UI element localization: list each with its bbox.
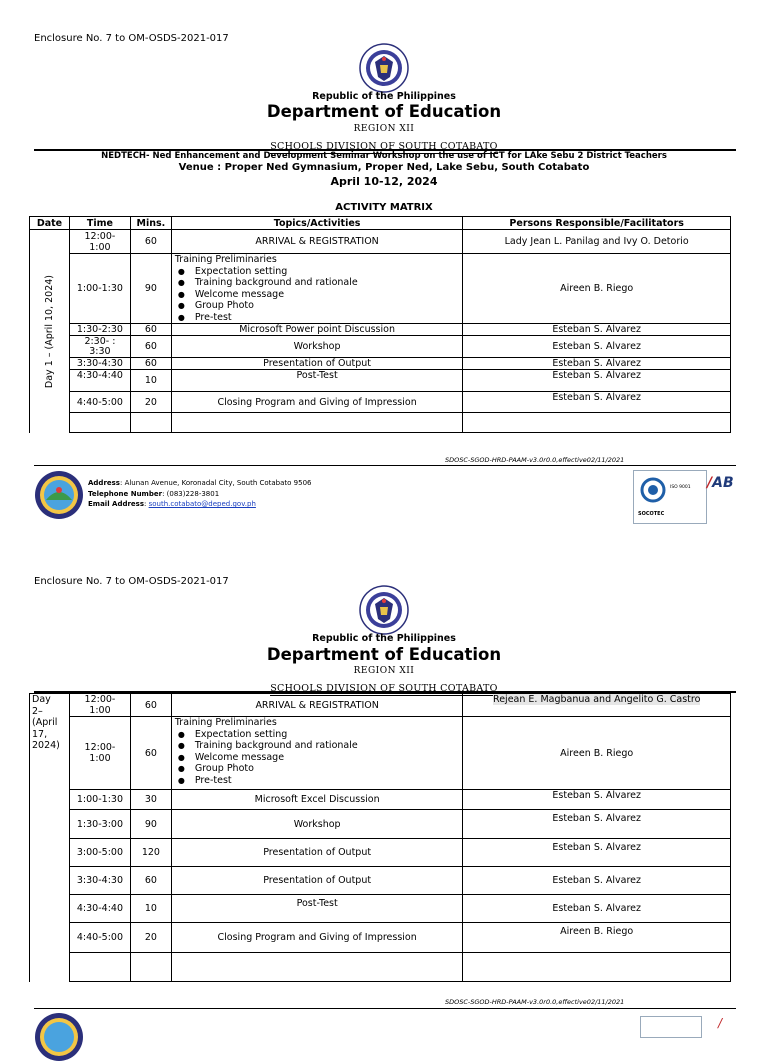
mins-cell: 60: [130, 230, 171, 254]
email-link[interactable]: south.cotabato@deped.gov.ph: [148, 500, 256, 508]
person-cell: Aireen B. Riego: [463, 717, 731, 790]
deped-seal-icon: [359, 43, 409, 93]
day-label: Day 2– (April 17, 2024): [30, 694, 70, 982]
table-row: [30, 358, 731, 370]
person-highlight: Rejean E. Magbanua and Angelito G. Castro: [493, 694, 701, 705]
person-cell: Esteban S. Alvarez: [463, 790, 731, 810]
event-title: NEDTECH- Ned Enhancement and Development Seminar Workshop on the use of ICT for LAke Sebu 2 District Teachers: [101, 151, 667, 161]
list-item: ● Group Photo: [175, 763, 460, 775]
topic-cell: Presentation of Output: [171, 839, 463, 867]
address-block: Address: Alunan Avenue, Koronadal City, South Cotabato 9506 Telephone Number: (083)228-3801 Email Address: south.cotabato@deped.gov.ph: [88, 479, 312, 508]
mins-cell: 60: [130, 336, 171, 358]
division-text: SCHOOLS DIVISION OF SOUTH COTABATO: [270, 683, 498, 694]
mins-cell: 30: [130, 790, 171, 810]
header-time: Time: [69, 217, 130, 230]
table-row: [30, 839, 731, 867]
table-row: [30, 717, 731, 790]
activity-table-day2: [29, 693, 731, 982]
table-row: [30, 230, 731, 254]
table-header-row: [30, 217, 731, 230]
time-cell: 4:30-4:40: [69, 895, 130, 923]
sdo-logo-icon: [34, 1012, 84, 1062]
region-text: REGION XII: [353, 124, 415, 134]
mins-cell: 60: [130, 717, 171, 790]
mins-cell: 60: [130, 694, 171, 717]
topic-cell: Microsoft Excel Discussion: [171, 790, 463, 810]
mins-cell: 90: [130, 254, 171, 324]
person-cell: Aireen B. Riego: [463, 254, 731, 324]
table-row: [30, 324, 731, 336]
time-cell: 3:00-5:00: [69, 839, 130, 867]
topic-cell: [171, 953, 463, 982]
list-item: ● Welcome message: [175, 752, 460, 764]
time-cell: [69, 413, 130, 433]
republic-text: Republic of the Philippines: [312, 91, 456, 102]
person-cell: Esteban S. Alvarez: [463, 370, 731, 392]
topic-cell: Microsoft Power point Discussion: [171, 324, 462, 336]
mins-cell: [130, 953, 171, 982]
phone-label: Telephone Number: [88, 489, 163, 498]
phone-value: : (083)228-3801: [162, 489, 220, 498]
mins-cell: 60: [130, 324, 171, 336]
table-row: [30, 923, 731, 953]
time-cell: 12:00- 1:00: [69, 717, 130, 790]
topic-cell: Workshop: [171, 336, 462, 358]
list-item: ● Pre-test: [175, 312, 459, 324]
topic-list: [175, 729, 460, 787]
time-cell: 12:00- 1:00: [69, 230, 130, 254]
topic-list: [175, 266, 459, 324]
event-dates: April 10-12, 2024: [330, 175, 438, 188]
table-row: [30, 336, 731, 358]
topic-cell: [171, 717, 463, 790]
time-cell: 4:30-4:40: [69, 370, 130, 392]
person-cell: Esteban S. Alvarez: [463, 810, 731, 839]
time-cell: 3:30-4:30: [69, 867, 130, 895]
table-row: [30, 413, 731, 433]
mins-cell: 10: [130, 370, 171, 392]
topic-cell: Workshop: [171, 810, 463, 839]
matrix-title: ACTIVITY MATRIX: [335, 202, 433, 213]
person-cell: Esteban S. Alvarez: [463, 392, 731, 413]
mins-cell: 90: [130, 810, 171, 839]
table-row: [30, 392, 731, 413]
iso-cert-badge: [633, 470, 707, 524]
activity-table-day1: [29, 216, 731, 433]
division-text: SCHOOLS DIVISION OF SOUTH COTABATO: [270, 141, 498, 152]
table-row: [30, 895, 731, 923]
table-row: [30, 810, 731, 839]
iso-text: ISO 9001: [670, 485, 691, 490]
list-item: ● Welcome message: [175, 289, 459, 301]
header-mins: Mins.: [130, 217, 171, 230]
mins-cell: 60: [130, 358, 171, 370]
table-row: [30, 867, 731, 895]
time-cell: 4:40-5:00: [69, 392, 130, 413]
deped-seal-icon: [359, 585, 409, 635]
footer-rule: [34, 465, 736, 466]
list-item: ● Expectation setting: [175, 266, 459, 278]
time-cell: 3:30-4:30: [69, 358, 130, 370]
person-cell: [463, 953, 731, 982]
topic-cell: Post-Test: [171, 895, 463, 923]
mins-cell: 20: [130, 392, 171, 413]
header-topics: Topics/Activities: [171, 217, 462, 230]
header-date: Date: [30, 217, 70, 230]
time-cell: 1:30-2:30: [69, 324, 130, 336]
republic-text: Republic of the Philippines: [312, 633, 456, 644]
person-cell: Esteban S. Alvarez: [463, 839, 731, 867]
person-cell: Esteban S. Alvarez: [463, 336, 731, 358]
department-title: Department of Education: [266, 102, 502, 121]
venue-text: Venue : Proper Ned Gymnasium, Proper Ned, Lake Sebu, South Cotabato: [178, 162, 590, 173]
region-text: REGION XII: [353, 666, 415, 676]
socotec-text: SOCOTEC: [638, 511, 665, 517]
topic-cell: [171, 254, 462, 324]
time-cell: 4:40-5:00: [69, 923, 130, 953]
list-item: ● Training background and rationale: [175, 277, 459, 289]
mins-cell: 60: [130, 867, 171, 895]
address-label: Address: [88, 479, 120, 487]
topic-cell: ARRIVAL & REGISTRATION: [171, 694, 463, 717]
department-title: Department of Education: [266, 645, 502, 664]
person-cell: Esteban S. Alvarez: [463, 324, 731, 336]
topic-cell: Closing Program and Giving of Impression: [171, 923, 463, 953]
list-item: ● Expectation setting: [175, 729, 460, 741]
footer-rule: [34, 1008, 736, 1009]
doc-code: SDOSC-SGOD-HRD-PAAM-v3.0r0.0,effective02/11/2021: [445, 998, 625, 1006]
topic-cell: [171, 413, 462, 433]
mins-cell: [130, 413, 171, 433]
header-persons: Persons Responsible/Facilitators: [463, 217, 731, 230]
address-value: : Alunan Avenue, Koronadal City, South Cotabato 9506: [119, 479, 312, 487]
time-cell: [69, 953, 130, 982]
list-item: ● Pre-test: [175, 775, 460, 787]
topic-cell: Presentation of Output: [171, 867, 463, 895]
list-item: ● Group Photo: [175, 300, 459, 312]
topic-cell: Closing Program and Giving of Impression: [171, 392, 462, 413]
mins-cell: 20: [130, 923, 171, 953]
table-row: [30, 953, 731, 982]
time-cell: 1:00-1:30: [69, 254, 130, 324]
iso-cert-badge: [640, 1016, 702, 1038]
mins-cell: 10: [130, 895, 171, 923]
day-cell: [30, 230, 70, 433]
table-row: [30, 254, 731, 324]
ab-logo-icon: /: [718, 1016, 723, 1030]
time-cell: 12:00- 1:00: [69, 694, 130, 717]
table-row: [30, 790, 731, 810]
topic-title: Training Preliminaries: [174, 254, 277, 265]
enclosure-note: Enclosure No. 7 to OM-OSDS-2021-017: [34, 33, 229, 44]
person-cell: Esteban S. Alvarez: [463, 358, 731, 370]
person-cell: Aireen B. Riego: [463, 923, 731, 953]
person-cell: Esteban S. Alvarez: [463, 895, 731, 923]
table-row: [30, 694, 731, 717]
topic-cell: ARRIVAL & REGISTRATION: [171, 230, 462, 254]
day-label: Day 1 – (April 10, 2024): [43, 274, 55, 388]
person-cell: [463, 694, 731, 717]
topic-cell: Post-Test: [171, 370, 462, 392]
time-cell: 1:00-1:30: [69, 790, 130, 810]
topic-cell: Presentation of Output: [171, 358, 462, 370]
enclosure-note: Enclosure No. 7 to OM-OSDS-2021-017: [34, 576, 229, 587]
time-cell: 2:30- : 3:30: [69, 336, 130, 358]
table-row: [30, 370, 731, 392]
doc-code: SDOSC-SGOD-HRD-PAAM-v3.0r0.0,effective02/11/2021: [445, 456, 625, 464]
time-cell: 1:30-3:00: [69, 810, 130, 839]
list-item: ● Training background and rationale: [175, 740, 460, 752]
socotec-icon: [640, 477, 666, 503]
email-label: Email Address: [88, 500, 145, 508]
ab-logo: /AB: [707, 475, 734, 491]
person-cell: Esteban S. Alvarez: [463, 867, 731, 895]
person-cell: [463, 413, 731, 433]
mins-cell: 120: [130, 839, 171, 867]
topic-title: Training Preliminaries: [174, 717, 277, 728]
sdo-logo-icon: [34, 470, 84, 520]
person-cell: Lady Jean L. Panilag and Ivy O. Detorio: [463, 230, 731, 254]
